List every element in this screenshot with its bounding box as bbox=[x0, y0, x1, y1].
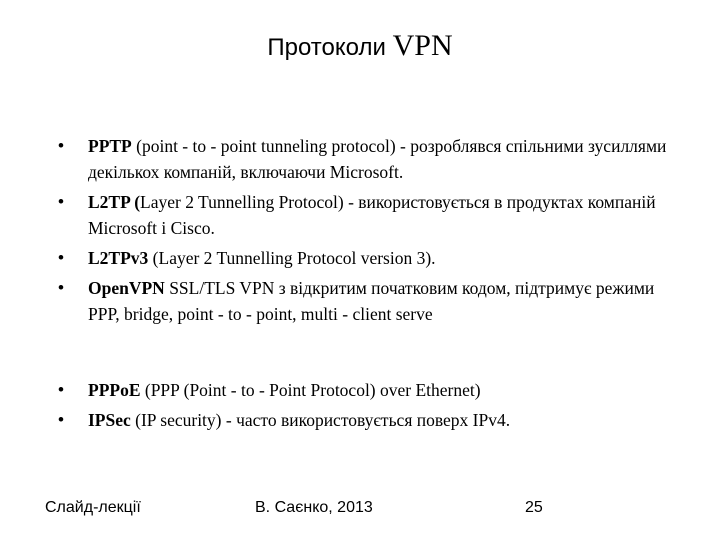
protocol-description: Layer 2 Tunnelling Protocol) - використовується в продуктах компаній Microsoft і Cisco. bbox=[88, 192, 656, 238]
slide-title bbox=[0, 26, 720, 68]
list-item-openvpn bbox=[58, 275, 670, 327]
protocol-name: PPPoE bbox=[88, 380, 141, 400]
list-item-pppoe bbox=[58, 377, 670, 403]
protocol-list-secondary bbox=[58, 377, 670, 437]
bullet-dot: • bbox=[58, 410, 64, 429]
protocol-description: (IP security) - часто використовується поверх IPv4. bbox=[130, 410, 511, 430]
protocol-description: (PPP (Point - to - Point Protocol) over Ethernet) bbox=[140, 380, 481, 400]
footer-course-label: Слайд-лекції bbox=[45, 499, 141, 516]
footer-author: В. Саєнко, 2013 bbox=[255, 499, 373, 516]
protocol-name: L2TP ( bbox=[88, 192, 141, 212]
protocol-name: OpenVPN bbox=[88, 278, 165, 298]
protocol-list bbox=[58, 133, 670, 331]
slide-number: 25 bbox=[525, 499, 543, 516]
list-item-ipsec bbox=[58, 407, 670, 433]
protocol-description: (Layer 2 Tunnelling Protocol version 3). bbox=[148, 248, 436, 268]
protocol-description: SSL/TLS VPN з відкритим початковим кодом, підтримує режими PPP, bridge, point - to - point, multi - client serve bbox=[88, 278, 655, 324]
slide-title-ukrainian: Протоколи bbox=[267, 34, 386, 61]
protocol-name: PPTP bbox=[88, 136, 132, 156]
protocol-name: IPSec bbox=[88, 410, 131, 430]
list-item-l2tpv3 bbox=[58, 245, 670, 271]
bullet-dot: • bbox=[58, 278, 64, 297]
slide-title-vpn: VPN bbox=[392, 29, 453, 62]
list-item-l2tp bbox=[58, 189, 670, 241]
bullet-dot: • bbox=[58, 380, 64, 399]
protocol-description: (point - to - point tunneling protocol) - розроблявся спільними зусиллями декількох компаній, включаючи Microsoft. bbox=[88, 136, 667, 182]
list-item-pptp bbox=[58, 133, 670, 185]
bullet-dot: • bbox=[58, 248, 64, 267]
bullet-dot: • bbox=[58, 192, 64, 211]
protocol-name: L2TPv3 bbox=[88, 248, 149, 268]
bullet-dot: • bbox=[58, 136, 64, 155]
